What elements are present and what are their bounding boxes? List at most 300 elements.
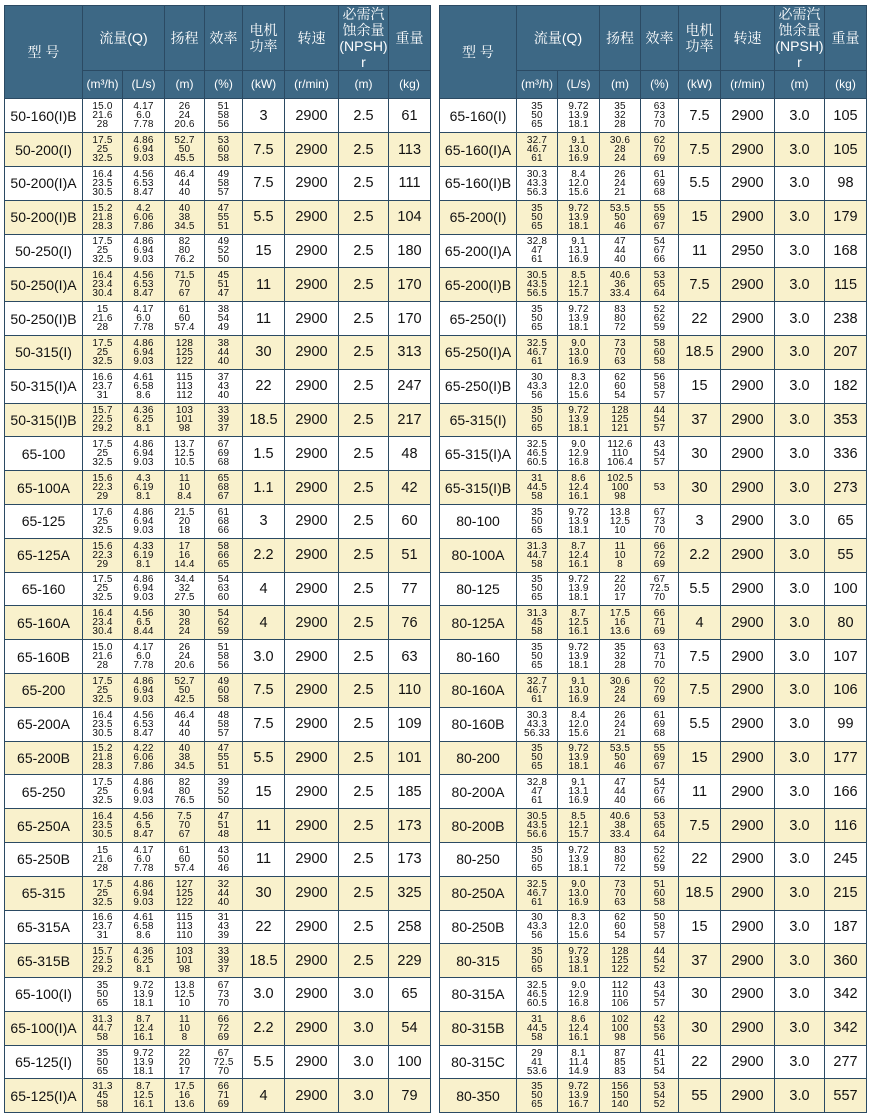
cell-value: 34.4 <box>174 574 195 586</box>
flow-ls-cell <box>123 640 165 674</box>
cell-value: 16.8 <box>568 457 589 469</box>
cell-value: 26 <box>178 642 191 654</box>
cell-value: 16 <box>614 617 626 629</box>
flow-m3h-cell <box>83 673 123 707</box>
cell-value: 53 <box>217 135 230 147</box>
npsh-cell: 2.5 <box>339 369 389 403</box>
head-cell <box>600 572 641 606</box>
flow-m3h-cell <box>83 471 123 505</box>
cell-value: 54 <box>653 414 666 426</box>
head-cell <box>600 99 641 133</box>
cell-value: 25 <box>96 144 109 156</box>
cell-value: 18.1 <box>568 220 589 232</box>
cell-value: 43 <box>217 921 230 933</box>
cell-value: 21.6 <box>92 110 113 122</box>
cell-value: 8.4 <box>571 709 586 721</box>
flow-ls-cell <box>123 944 165 978</box>
cell-value: 6.94 <box>133 144 154 156</box>
cell-value: 8 <box>617 558 623 570</box>
cell-value: 8.1 <box>136 558 151 570</box>
model-cell: 80-200A <box>440 775 517 809</box>
cell-value: 43.3 <box>526 177 548 189</box>
cell-value: 4.56 <box>133 811 154 822</box>
cell-value: 51 <box>217 101 230 113</box>
weight-cell: 245 <box>825 842 867 876</box>
cell-value: 65 <box>531 1099 543 1111</box>
efficiency-cell <box>641 335 679 369</box>
cell-value: 54 <box>614 389 626 401</box>
unit-flow-ls: (L/s) <box>123 71 165 99</box>
cell-value: 60 <box>217 592 230 604</box>
speed-cell: 2900 <box>721 978 775 1012</box>
cell-value: 60 <box>217 684 230 696</box>
cell-value: 20 <box>178 1056 191 1068</box>
cell-value: 127 <box>175 878 194 890</box>
npsh-cell: 2.5 <box>339 302 389 336</box>
cell-value: 4.17 <box>133 101 154 113</box>
cell-value: 13.9 <box>568 853 589 865</box>
npsh-cell: 3.0 <box>775 809 825 843</box>
weight-cell: 168 <box>825 234 867 268</box>
cell-value: 13.9 <box>568 211 589 223</box>
cell-value: 72.5 <box>649 583 670 595</box>
model-cell: 80-315B <box>440 1011 517 1045</box>
cell-value: 9.72 <box>568 574 589 586</box>
npsh-cell: 3.0 <box>339 1045 389 1079</box>
speed-cell: 2900 <box>721 707 775 741</box>
cell-value: 11 <box>614 540 626 552</box>
cell-value: 38 <box>217 337 230 349</box>
head-cell <box>600 606 641 640</box>
weight-cell: 77 <box>389 572 431 606</box>
cell-value: 12.4 <box>568 549 589 561</box>
npsh-cell: 2.5 <box>339 809 389 843</box>
cell-value: 21 <box>614 186 626 198</box>
table-row <box>440 234 867 268</box>
power-cell: 7.5 <box>679 133 721 167</box>
cell-value: 8.47 <box>133 829 154 840</box>
weight-cell: 105 <box>825 133 867 167</box>
flow-m3h-cell <box>517 166 558 200</box>
cell-value: 12.0 <box>568 177 589 189</box>
speed-cell: 2900 <box>285 910 339 944</box>
head-cell <box>600 707 641 741</box>
cell-value: 66 <box>217 524 230 536</box>
weight-cell: 80 <box>825 606 867 640</box>
cell-value: 18.1 <box>568 119 589 131</box>
cell-value: 34.5 <box>174 220 195 232</box>
head-cell <box>165 640 205 674</box>
cell-value: 12.4 <box>568 1022 589 1034</box>
head-cell <box>165 910 205 944</box>
cell-value: 80 <box>178 786 191 798</box>
head-cell <box>600 133 641 167</box>
cell-value: 4.86 <box>133 337 154 349</box>
model-cell: 65-315B <box>5 944 83 978</box>
cell-value: 9.72 <box>568 1081 589 1093</box>
cell-value: 17.5 <box>92 236 113 248</box>
speed-cell: 2900 <box>285 741 339 775</box>
cell-value: 4.56 <box>133 608 154 620</box>
cell-value: 42.5 <box>174 693 195 705</box>
cell-value: 9.72 <box>133 1047 154 1059</box>
cell-value: 65 <box>217 473 230 485</box>
model-cell: 80-200 <box>440 741 517 775</box>
table-row <box>440 1011 867 1045</box>
weight-cell: 360 <box>825 944 867 978</box>
cell-value: 26 <box>614 709 626 721</box>
cell-value: 49 <box>217 322 230 334</box>
flow-ls-cell <box>123 471 165 505</box>
flow-ls-cell <box>123 1011 165 1045</box>
cell-value: 32.5 <box>92 693 113 705</box>
cell-value: 40 <box>178 727 191 739</box>
cell-value: 35 <box>531 946 543 958</box>
cell-value: 9.0 <box>571 337 586 349</box>
cell-value: 68 <box>653 186 666 198</box>
cell-value: 58 <box>96 1099 109 1111</box>
cell-value: 15.7 <box>568 829 589 840</box>
model-header: 型 号 <box>440 6 517 99</box>
cell-value: 65 <box>531 660 543 672</box>
cell-value: 46.4 <box>174 168 195 180</box>
model-cell: 65-100A <box>5 471 83 505</box>
cell-value: 66 <box>653 540 666 552</box>
speed-cell: 2900 <box>285 809 339 843</box>
cell-value: 50 <box>217 795 230 807</box>
cell-value: 45.5 <box>174 153 195 165</box>
cell-value: 12.5 <box>174 988 195 1000</box>
weight-cell: 247 <box>389 369 431 403</box>
cell-value: 57.4 <box>174 322 195 334</box>
model-cell: 65-100(I)A <box>5 1011 83 1045</box>
efficiency-cell <box>641 99 679 133</box>
table-row <box>5 944 431 978</box>
table-row <box>440 504 867 538</box>
head-cell <box>165 775 205 809</box>
table-row <box>440 572 867 606</box>
speed-cell: 2900 <box>721 1045 775 1079</box>
cell-value: 9.1 <box>571 777 586 789</box>
flow-header: 流量(Q) <box>517 6 600 71</box>
cell-value: 50 <box>614 752 626 764</box>
cell-value: 58 <box>653 896 666 908</box>
flow-m3h-cell <box>517 302 558 336</box>
flow-ls-cell <box>558 673 600 707</box>
cell-value: 50 <box>531 313 543 325</box>
cell-value: 50 <box>217 853 230 865</box>
speed-cell: 2900 <box>721 99 775 133</box>
flow-ls-cell <box>123 99 165 133</box>
npsh-cell: 3.0 <box>775 268 825 302</box>
cell-value: 40 <box>217 389 230 401</box>
power-cell: 5.5 <box>243 1045 285 1079</box>
model-cell: 65-315(I) <box>440 403 517 437</box>
table-row <box>5 504 431 538</box>
table-row <box>440 775 867 809</box>
cell-value: 9.72 <box>568 304 589 316</box>
flow-ls-cell <box>558 268 600 302</box>
cell-value: 15.6 <box>568 930 589 942</box>
cell-value: 70 <box>614 346 626 358</box>
model-cell: 50-315(I)A <box>5 369 83 403</box>
cell-value: 51 <box>217 761 230 773</box>
speed-cell: 2900 <box>721 403 775 437</box>
cell-value: 125 <box>611 414 629 426</box>
npsh-cell: 2.5 <box>339 673 389 707</box>
head-cell <box>600 437 641 471</box>
cell-value: 25 <box>96 515 109 527</box>
cell-value: 40.6 <box>609 811 631 822</box>
cell-value: 21.8 <box>92 752 113 764</box>
cell-value: 56 <box>217 660 230 672</box>
flow-m3h-cell <box>83 335 123 369</box>
cell-value: 150 <box>611 1090 629 1102</box>
cell-value: 18.1 <box>133 997 154 1009</box>
cell-value: 13.9 <box>568 1090 589 1102</box>
weight-cell: 170 <box>389 268 431 302</box>
cell-value: 32 <box>178 583 191 595</box>
cell-value: 9.0 <box>571 878 586 890</box>
speed-cell: 2900 <box>285 606 339 640</box>
npsh-cell: 3.0 <box>775 1011 825 1045</box>
cell-value: 13.7 <box>174 439 195 451</box>
flow-m3h-cell <box>83 741 123 775</box>
flow-ls-cell <box>558 1011 600 1045</box>
model-cell: 80-160 <box>440 640 517 674</box>
cell-value: 67 <box>653 506 666 518</box>
cell-value: 12.5 <box>568 617 589 629</box>
cell-value: 8 <box>181 1031 188 1043</box>
table-row <box>5 335 431 369</box>
flow-ls-cell <box>558 369 600 403</box>
efficiency-cell <box>641 741 679 775</box>
cell-value: 9.03 <box>133 693 154 705</box>
cell-value: 25 <box>96 346 109 358</box>
table-row <box>5 978 431 1012</box>
cell-value: 56 <box>531 930 543 942</box>
cell-value: 12.4 <box>133 1022 154 1034</box>
unit-power: (kW) <box>243 71 285 99</box>
cell-value: 10 <box>178 997 191 1009</box>
cell-value: 7.86 <box>133 761 154 773</box>
model-cell: 50-315(I) <box>5 335 83 369</box>
power-cell: 18.5 <box>243 944 285 978</box>
table-row <box>440 471 867 505</box>
cell-value: 33.4 <box>609 829 631 840</box>
cell-value: 70 <box>614 887 626 899</box>
cell-value: 62 <box>217 617 230 629</box>
cell-value: 13.1 <box>568 245 589 257</box>
cell-value: 68 <box>217 515 230 527</box>
cell-value: 62 <box>653 675 666 687</box>
speed-cell: 2900 <box>721 775 775 809</box>
head-cell <box>165 1011 205 1045</box>
cell-value: 70 <box>653 592 666 604</box>
cell-value: 140 <box>611 1099 629 1111</box>
cell-value: 13.0 <box>568 346 589 358</box>
speed-cell: 2900 <box>285 775 339 809</box>
cell-value: 30.3 <box>526 709 548 721</box>
efficiency-cell <box>641 133 679 167</box>
cell-value: 69 <box>653 211 666 223</box>
cell-value: 87 <box>614 1047 626 1059</box>
head-cell <box>600 504 641 538</box>
cell-value: 32.5 <box>92 457 113 469</box>
cell-value: 17.5 <box>609 608 631 620</box>
cell-value: 47 <box>531 786 543 798</box>
cell-value: 44 <box>653 405 666 417</box>
cell-value: 54 <box>653 1090 666 1102</box>
cell-value: 29.2 <box>92 964 113 976</box>
flow-ls-cell <box>558 403 600 437</box>
cell-value: 50 <box>531 651 543 663</box>
flow-m3h-cell <box>517 640 558 674</box>
cell-value: 82 <box>178 777 191 789</box>
cell-value: 76.2 <box>174 254 195 266</box>
head-cell <box>165 369 205 403</box>
cell-value: 6.94 <box>133 786 154 798</box>
power-cell: 11 <box>243 268 285 302</box>
flow-m3h-cell <box>83 133 123 167</box>
speed-cell: 2900 <box>721 471 775 505</box>
speed-cell: 2900 <box>721 876 775 910</box>
cell-value: 54 <box>653 777 666 789</box>
speed-cell: 2900 <box>721 741 775 775</box>
head-cell <box>600 1011 641 1045</box>
table-row <box>440 910 867 944</box>
flow-ls-cell <box>123 268 165 302</box>
cell-value: 50 <box>531 955 543 967</box>
cell-value: 67 <box>653 245 666 257</box>
cell-value: 17 <box>614 592 626 604</box>
weight-cell: 207 <box>825 335 867 369</box>
npsh-cell: 3.0 <box>775 1079 825 1113</box>
cell-value: 44.7 <box>526 549 548 561</box>
cell-value: 9.72 <box>568 743 589 755</box>
cell-value: 40 <box>178 186 191 198</box>
cell-value: 72 <box>653 549 666 561</box>
cell-value: 53 <box>653 1081 666 1093</box>
cell-value: 30.5 <box>526 270 548 282</box>
cell-value: 72 <box>217 1022 230 1034</box>
flow-m3h-cell <box>517 335 558 369</box>
efficiency-cell <box>641 876 679 910</box>
model-cell: 65-100 <box>5 437 83 471</box>
cell-value: 44.5 <box>526 482 548 494</box>
cell-value: 57 <box>653 389 666 401</box>
cell-value: 63 <box>653 101 666 113</box>
flow-m3h-cell <box>517 369 558 403</box>
efficiency-cell <box>205 99 243 133</box>
cell-value: 32.5 <box>92 896 113 908</box>
cell-value: 31 <box>96 389 109 401</box>
efficiency-cell <box>641 538 679 572</box>
power-cell: 7.5 <box>679 640 721 674</box>
flow-ls-cell <box>558 606 600 640</box>
cell-value: 43 <box>653 979 666 991</box>
flow-m3h-cell <box>517 504 558 538</box>
cell-value: 57 <box>217 186 230 198</box>
weight-cell: 111 <box>389 166 431 200</box>
cell-value: 15.6 <box>568 389 589 401</box>
cell-value: 9.03 <box>133 524 154 536</box>
weight-cell: 65 <box>389 978 431 1012</box>
cell-value: 73 <box>614 878 626 890</box>
cell-value: 62 <box>614 371 626 383</box>
cell-value: 30.5 <box>92 186 113 198</box>
cell-value: 128 <box>175 337 194 349</box>
flow-m3h-cell <box>517 1011 558 1045</box>
power-cell: 7.5 <box>679 268 721 302</box>
flow-ls-cell <box>558 437 600 471</box>
cell-value: 18.1 <box>568 322 589 334</box>
cell-value: 61 <box>178 844 191 856</box>
cell-value: 7.86 <box>133 220 154 232</box>
cell-value: 98 <box>178 423 191 435</box>
model-cell: 80-315A <box>440 978 517 1012</box>
cell-value: 35 <box>531 506 543 518</box>
flow-m3h-cell <box>517 538 558 572</box>
table-row <box>5 369 431 403</box>
cell-value: 122 <box>175 355 194 367</box>
cell-value: 9.72 <box>568 405 589 417</box>
efficiency-cell <box>641 572 679 606</box>
speed-cell: 2900 <box>285 572 339 606</box>
head-cell <box>600 302 641 336</box>
flow-m3h-cell <box>83 437 123 471</box>
cell-value: 16.4 <box>92 709 113 721</box>
cell-value: 83 <box>614 844 626 856</box>
table-row <box>440 369 867 403</box>
cell-value: 53 <box>653 1022 666 1034</box>
flow-ls-cell <box>558 572 600 606</box>
weight-cell: 100 <box>389 1045 431 1079</box>
efficiency-cell <box>641 200 679 234</box>
cell-value: 25 <box>96 245 109 257</box>
head-cell <box>600 200 641 234</box>
efficiency-cell <box>641 978 679 1012</box>
head-cell <box>165 538 205 572</box>
cell-value: 4.61 <box>133 912 154 924</box>
model-cell: 65-250A <box>5 809 83 843</box>
cell-value: 25 <box>96 448 109 460</box>
power-cell: 3.0 <box>243 640 285 674</box>
cell-value: 23.5 <box>92 820 113 831</box>
model-cell: 80-250A <box>440 876 517 910</box>
unit-flow-m3h: (m³/h) <box>517 71 558 99</box>
npsh-cell: 2.5 <box>339 538 389 572</box>
cell-value: 54 <box>653 955 666 967</box>
head-cell <box>165 707 205 741</box>
cell-value: 30.4 <box>92 626 113 638</box>
cell-value: 32.5 <box>526 979 548 991</box>
efficiency-cell <box>205 809 243 843</box>
head-cell <box>600 876 641 910</box>
cell-value: 15.0 <box>92 642 113 654</box>
cell-value: 71 <box>653 617 666 629</box>
weight-cell: 76 <box>389 606 431 640</box>
cell-value: 35 <box>531 1081 543 1093</box>
cell-value: 16.9 <box>568 254 589 266</box>
cell-value: 25 <box>96 887 109 899</box>
model-cell: 65-160(I)B <box>440 166 517 200</box>
cell-value: 47 <box>217 288 230 300</box>
cell-value: 6.53 <box>133 718 154 730</box>
cell-value: 6.53 <box>133 177 154 189</box>
flow-ls-cell <box>558 302 600 336</box>
cell-value: 10 <box>614 549 626 561</box>
